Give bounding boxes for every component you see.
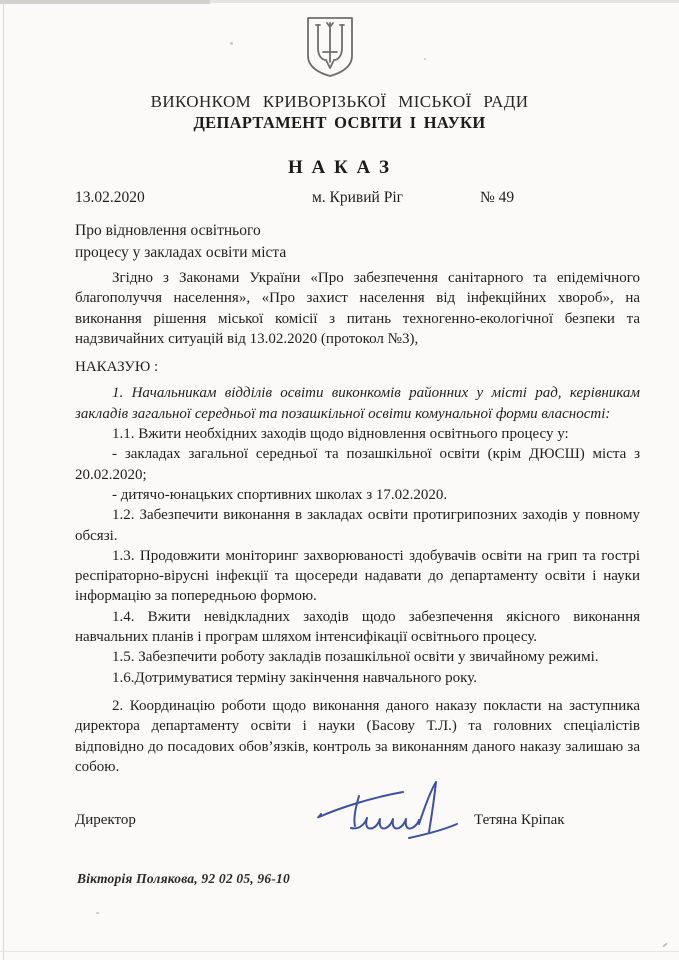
meta-row [75, 189, 640, 211]
order-item-1-6: 1.6.Дотримуватися терміну закінчення навчального року. [112, 669, 477, 686]
scan-speck [230, 42, 233, 45]
order-item-1-2: 1.2. Забезпечити виконання в закладах освіти протигрипозних заходів у повному обсязі. [75, 507, 640, 544]
order-item-1-3: 1.3. Продовжити моніторинг захворюваності здобувачів освіти на грип та гострі респіраторно-вірусні інфекції та щосереди надавати до департаменту освіти і науки інформацію за попередньою формою. [75, 547, 640, 605]
department-name: ДЕПАРТАМЕНТ ОСВІТИ І НАУКИ [193, 113, 486, 132]
signer-name: Тетяна Кріпак [474, 812, 565, 829]
order-item-1-1: 1.1. Вжити необхідних заходів щодо відновлення освітнього процесу у: [112, 426, 569, 443]
intro-paragraph: Згідно з Законами України «Про забезпечення санітарного та епідемічного благополуччя населення», «Про захист населення від інфекційних хвороб», на виконання рішення міської комісії з питань техногенно-екологічної безпеки та надзвичайних ситуацій від 13.02.2020 (протокол №3), [75, 270, 640, 347]
subject-line-1: Про відновлення освітнього [75, 222, 261, 239]
handwritten-signature-icon [307, 772, 467, 864]
document-place: м. Кривий Ріг [311, 189, 403, 206]
order-item-1-5: 1.5. Забезпечити роботу закладів позашкільної освіти у звичайному режимі. [112, 649, 599, 666]
document-type-title: Н А К А З [287, 157, 392, 178]
document-header [0, 92, 679, 179]
scan-edge-top-shadow [0, 0, 210, 4]
document-subject [75, 220, 286, 264]
signer-role: Директор [75, 812, 136, 829]
scan-speck [662, 942, 668, 947]
document-date: 13.02.2020 [75, 189, 145, 206]
signature-row [75, 804, 640, 866]
order-item-2: 2. Координацію роботи щодо виконання даного наказу покласти на заступника директора департаменту освіти і науки (Басову Т.Л.) та головних спеціалістів відповідно до посадових обов’язків, контроль за виконанням даного наказу залишаю за собою. [75, 697, 640, 775]
document-number: № 49 [480, 189, 515, 206]
order-item-1: 1. Начальникам відділів освіти виконкомів районних у місті рад, керівникам закладів загальної середньої та позашкільної освіти комунальної форми власності: [75, 385, 640, 422]
order-item-1-1-bullet-1: - закладах загальної середньої та позашкільної освіти (крім ДЮСШ) міста з 20.02.2020; [75, 446, 640, 483]
scan-speck [96, 912, 99, 914]
scan-edge-bottom [0, 951, 679, 952]
document-body [75, 268, 640, 866]
ukraine-trident-emblem-icon [304, 16, 356, 78]
order-item-1-1-bullet-2: - дитячо-юнацьких спортивних школах з 17.02.2020. [112, 486, 448, 503]
scan-speck [424, 58, 426, 60]
subject-line-2: процесу у закладах освіти міста [75, 244, 287, 261]
org-name: ВИКОНКОМ КРИВОРІЗЬКОЇ МІСЬКОЇ РАДИ [150, 92, 529, 111]
order-item-1-4: 1.4. Вжити невідкладних заходів щодо забезпечення якісного виконання навчальних планів і програм шляхом інтенсифікації освітнього процесу. [75, 608, 640, 646]
executor-contact-line: Вікторія Полякова, 92 02 05, 96-10 [77, 871, 290, 886]
order-word: НАКАЗУЮ : [75, 359, 159, 376]
